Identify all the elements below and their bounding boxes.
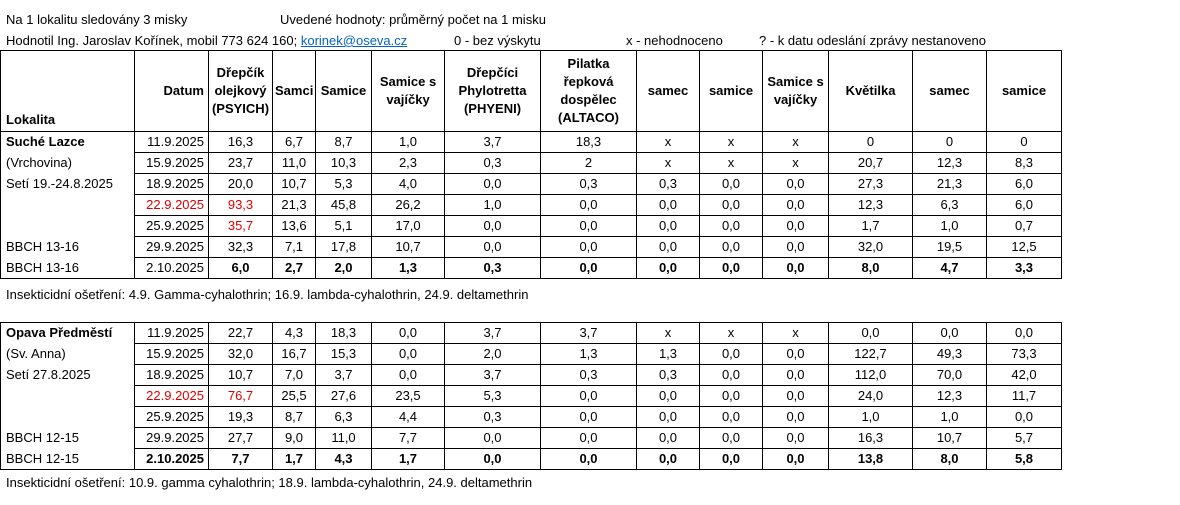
col-header-samice-3: samice (987, 51, 1062, 132)
value-cell: 10,7 (273, 174, 316, 195)
header-row (1, 51, 1062, 132)
value-cell-highlighted: 35,7 (209, 216, 273, 237)
table-row (1, 195, 1062, 216)
value-cell: 5,1 (316, 216, 372, 237)
value-cell: 18,3 (541, 132, 637, 153)
site-label: (Vrchovina) (1, 153, 135, 174)
value-cell: 0,0 (700, 407, 763, 428)
value-cell: 0,0 (372, 323, 445, 344)
value-cell: 8,7 (316, 132, 372, 153)
value-cell: 8,3 (987, 153, 1062, 174)
value-cell: 0,0 (763, 237, 829, 258)
value-cell: 1,0 (372, 132, 445, 153)
value-cell: 2,0 (316, 258, 372, 279)
value-cell: 10,7 (209, 365, 273, 386)
site-label: BBCH 12-15 (1, 428, 135, 449)
value-cell: 9,0 (273, 428, 316, 449)
value-cell: 4,4 (372, 407, 445, 428)
value-cell-highlighted: 93,3 (209, 195, 273, 216)
value-cell: 45,8 (316, 195, 372, 216)
value-cell: 12,3 (913, 386, 987, 407)
value-cell-highlighted: 76,7 (209, 386, 273, 407)
value-cell: 0,0 (763, 344, 829, 365)
value-cell: 20,0 (209, 174, 273, 195)
value-cell: 20,7 (829, 153, 913, 174)
value-cell: 0,0 (829, 323, 913, 344)
header-line1-left: Na 1 lokalitu sledovány 3 misky (6, 12, 188, 27)
value-cell: 10,7 (372, 237, 445, 258)
value-cell: 0,0 (987, 323, 1062, 344)
col-header-samci: Samci (273, 51, 316, 132)
value-cell: 3,7 (541, 323, 637, 344)
table-row (1, 323, 1062, 344)
value-cell: 0,3 (541, 365, 637, 386)
value-cell: 19,3 (209, 407, 273, 428)
date-cell: 11.9.2025 (135, 132, 209, 153)
value-cell: 6,3 (316, 407, 372, 428)
value-cell: 5,7 (987, 428, 1062, 449)
value-cell: 122,7 (829, 344, 913, 365)
value-cell: 19,5 (913, 237, 987, 258)
value-cell: x (700, 132, 763, 153)
value-cell: 0,0 (700, 386, 763, 407)
header-line1-right: Uvedené hodnoty: průměrný počet na 1 misku (280, 12, 546, 27)
date-cell-highlighted: 22.9.2025 (135, 386, 209, 407)
monitoring-table-2 (0, 322, 1062, 470)
value-cell: 0 (987, 132, 1062, 153)
value-cell: 13,6 (273, 216, 316, 237)
value-cell: 32,0 (829, 237, 913, 258)
col-header-psyich: Dřepčík olejkový (PSYICH) (209, 51, 273, 132)
value-cell: 0,0 (763, 216, 829, 237)
value-cell: 0,0 (763, 195, 829, 216)
value-cell: 0,0 (637, 386, 700, 407)
value-cell: 1,0 (445, 195, 541, 216)
col-header-phyeni: Dřepčíci Phylotretta (PHYENI) (445, 51, 541, 132)
value-cell: 12,5 (987, 237, 1062, 258)
site-label (1, 216, 135, 237)
table-row (1, 449, 1062, 470)
evaluator-text: Hodnotil Ing. Jaroslav Kořínek, mobil 773 624 160; (6, 33, 298, 48)
value-cell: 7,7 (372, 428, 445, 449)
value-cell: 10,3 (316, 153, 372, 174)
value-cell: 21,3 (913, 174, 987, 195)
value-cell: 0,0 (637, 258, 700, 279)
value-cell: 8,0 (913, 449, 987, 470)
value-cell: 4,0 (372, 174, 445, 195)
value-cell: 0,0 (445, 428, 541, 449)
value-cell: 1,3 (541, 344, 637, 365)
value-cell: 1,3 (637, 344, 700, 365)
value-cell: 0,0 (372, 344, 445, 365)
col-header-datum: Datum (135, 51, 209, 132)
value-cell: 0,0 (700, 365, 763, 386)
date-cell: 18.9.2025 (135, 365, 209, 386)
value-cell: 7,1 (273, 237, 316, 258)
value-cell: 17,0 (372, 216, 445, 237)
col-header-samec-2: samec (913, 51, 987, 132)
value-cell: 10,7 (913, 428, 987, 449)
site-label: Suché Lazce (1, 132, 135, 153)
value-cell: 3,7 (316, 365, 372, 386)
col-header-altaco: Pilatka řepková dospělec (ALTACO) (541, 51, 637, 132)
value-cell: 0,0 (763, 365, 829, 386)
site-label: Setí 19.-24.8.2025 (1, 174, 135, 195)
value-cell: 2 (541, 153, 637, 174)
value-cell: 23,7 (209, 153, 273, 174)
value-cell: 27,3 (829, 174, 913, 195)
value-cell: 0,0 (637, 216, 700, 237)
value-cell: 0,0 (700, 428, 763, 449)
treatment-note-1: Insekticidní ošetření: 4.9. Gamma-cyhalothrin; 16.9. lambda-cyhalothrin, 24.9. deltamethrin (6, 287, 529, 302)
value-cell: 0,0 (700, 174, 763, 195)
value-cell: x (763, 132, 829, 153)
value-cell: 16,7 (273, 344, 316, 365)
value-cell: 0,0 (700, 258, 763, 279)
site-label: (Sv. Anna) (1, 344, 135, 365)
value-cell: 22,7 (209, 323, 273, 344)
value-cell: 6,0 (209, 258, 273, 279)
value-cell: 11,0 (316, 428, 372, 449)
value-cell: 3,7 (445, 323, 541, 344)
value-cell: 16,3 (209, 132, 273, 153)
value-cell: 5,3 (316, 174, 372, 195)
value-cell: 0,3 (637, 174, 700, 195)
value-cell: 73,3 (987, 344, 1062, 365)
value-cell: 0,0 (445, 449, 541, 470)
date-cell: 25.9.2025 (135, 216, 209, 237)
table-row (1, 132, 1062, 153)
value-cell: x (700, 153, 763, 174)
value-cell: 0,0 (700, 449, 763, 470)
value-cell: 0,0 (763, 407, 829, 428)
legend-zero: 0 - bez výskytu (454, 33, 541, 48)
date-cell: 29.9.2025 (135, 237, 209, 258)
value-cell: 0,0 (763, 428, 829, 449)
value-cell: 16,3 (829, 428, 913, 449)
value-cell: 0,0 (541, 428, 637, 449)
value-cell: 1,0 (913, 407, 987, 428)
value-cell: 0,0 (541, 407, 637, 428)
value-cell: 2,0 (445, 344, 541, 365)
value-cell: 0,0 (763, 258, 829, 279)
table-row (1, 407, 1062, 428)
date-cell-highlighted: 22.9.2025 (135, 195, 209, 216)
value-cell: 1,0 (913, 216, 987, 237)
value-cell: 70,0 (913, 365, 987, 386)
value-cell: 0,0 (700, 237, 763, 258)
value-cell: 0,0 (372, 365, 445, 386)
value-cell: 13,8 (829, 449, 913, 470)
monitoring-table-1 (0, 50, 1062, 279)
value-cell: 32,3 (209, 237, 273, 258)
value-cell: x (637, 153, 700, 174)
value-cell: 0,0 (637, 428, 700, 449)
value-cell: 24,0 (829, 386, 913, 407)
treatment-note-2: Insekticidní ošetření: 10.9. gamma cyhalothrin; 18.9. lambda-cyhalothrin, 24.9. deltamethrin (6, 475, 533, 490)
value-cell: 6,0 (987, 195, 1062, 216)
value-cell: 0,0 (541, 386, 637, 407)
value-cell: 0,0 (541, 258, 637, 279)
site-label (1, 386, 135, 407)
value-cell: 1,3 (372, 258, 445, 279)
value-cell: 0,0 (700, 216, 763, 237)
value-cell: 23,5 (372, 386, 445, 407)
value-cell: 0,0 (445, 237, 541, 258)
value-cell: x (763, 153, 829, 174)
date-cell: 11.9.2025 (135, 323, 209, 344)
date-cell: 15.9.2025 (135, 153, 209, 174)
value-cell: 3,7 (445, 365, 541, 386)
site-label (1, 407, 135, 428)
value-cell: 12,3 (829, 195, 913, 216)
value-cell: 1,0 (829, 407, 913, 428)
value-cell: 18,3 (316, 323, 372, 344)
col-header-samec: samec (637, 51, 700, 132)
value-cell: 8,7 (273, 407, 316, 428)
value-cell: 0,0 (541, 237, 637, 258)
value-cell: 4,3 (316, 449, 372, 470)
table-row (1, 153, 1062, 174)
value-cell: 15,3 (316, 344, 372, 365)
site-label: Setí 27.8.2025 (1, 365, 135, 386)
table-row (1, 365, 1062, 386)
value-cell: 26,2 (372, 195, 445, 216)
value-cell: 0,0 (445, 174, 541, 195)
site-label: BBCH 13-16 (1, 237, 135, 258)
value-cell: 0,0 (763, 449, 829, 470)
value-cell: x (637, 323, 700, 344)
value-cell: 0,3 (445, 153, 541, 174)
table-row (1, 428, 1062, 449)
value-cell: 0,0 (445, 216, 541, 237)
value-cell: 7,0 (273, 365, 316, 386)
value-cell: 0,0 (541, 195, 637, 216)
value-cell: 6,3 (913, 195, 987, 216)
col-header-samice-2: samice (700, 51, 763, 132)
value-cell: 5,3 (445, 386, 541, 407)
value-cell: 5,8 (987, 449, 1062, 470)
value-cell: 21,3 (273, 195, 316, 216)
site-label: BBCH 13-16 (1, 258, 135, 279)
col-header-samice-vajicky: Samice s vajíčky (372, 51, 445, 132)
value-cell: 49,3 (913, 344, 987, 365)
table-row (1, 258, 1062, 279)
value-cell: 0,3 (541, 174, 637, 195)
site-label: BBCH 12-15 (1, 449, 135, 470)
email-link[interactable]: korinek@oseva.cz (300, 33, 408, 48)
date-cell: 18.9.2025 (135, 174, 209, 195)
value-cell: 8,0 (829, 258, 913, 279)
legend-x: x - nehodnoceno (626, 33, 723, 48)
value-cell: 1,7 (829, 216, 913, 237)
value-cell: 42,0 (987, 365, 1062, 386)
value-cell: 0 (829, 132, 913, 153)
header-line2 (6, 33, 407, 49)
value-cell: 0,0 (987, 407, 1062, 428)
value-cell: 6,0 (987, 174, 1062, 195)
value-cell: 4,3 (273, 323, 316, 344)
value-cell: 25,5 (273, 386, 316, 407)
value-cell: 2,7 (273, 258, 316, 279)
col-header-kvetilka: Květilka (829, 51, 913, 132)
value-cell: 0,0 (700, 195, 763, 216)
value-cell: 11,7 (987, 386, 1062, 407)
value-cell: 1,7 (273, 449, 316, 470)
value-cell: 0,3 (445, 258, 541, 279)
table-row (1, 386, 1062, 407)
value-cell: 27,7 (209, 428, 273, 449)
value-cell: 12,3 (913, 153, 987, 174)
value-cell: 0,0 (637, 407, 700, 428)
value-cell: 0,7 (987, 216, 1062, 237)
value-cell: 17,8 (316, 237, 372, 258)
value-cell: 0,3 (637, 365, 700, 386)
value-cell: 1,7 (372, 449, 445, 470)
site-label: Opava Předměstí (1, 323, 135, 344)
value-cell: 11,0 (273, 153, 316, 174)
col-header-lokalita: Lokalita (1, 51, 135, 132)
value-cell: 0,0 (637, 237, 700, 258)
value-cell: 0,3 (445, 407, 541, 428)
value-cell: x (637, 132, 700, 153)
value-cell: 112,0 (829, 365, 913, 386)
date-cell: 29.9.2025 (135, 428, 209, 449)
value-cell: 0,0 (637, 195, 700, 216)
date-cell: 25.9.2025 (135, 407, 209, 428)
date-cell: 2.10.2025 (135, 449, 209, 470)
value-cell: 27,6 (316, 386, 372, 407)
value-cell: 0,0 (763, 174, 829, 195)
legend-unknown: ? - k datu odeslání zprávy nestanoveno (759, 33, 986, 48)
value-cell: 0 (913, 132, 987, 153)
col-header-samice-vajicky-2: Samice s vajíčky (763, 51, 829, 132)
table-row (1, 344, 1062, 365)
value-cell: 32,0 (209, 344, 273, 365)
date-cell: 2.10.2025 (135, 258, 209, 279)
date-cell: 15.9.2025 (135, 344, 209, 365)
value-cell: 3,7 (445, 132, 541, 153)
table-row (1, 237, 1062, 258)
value-cell: 3,3 (987, 258, 1062, 279)
value-cell: 6,7 (273, 132, 316, 153)
value-cell: 2,3 (372, 153, 445, 174)
value-cell: 7,7 (209, 449, 273, 470)
value-cell: 0,0 (700, 344, 763, 365)
col-header-samice: Samice (316, 51, 372, 132)
value-cell: x (763, 323, 829, 344)
table-row (1, 216, 1062, 237)
value-cell: 0,0 (913, 323, 987, 344)
value-cell: x (700, 323, 763, 344)
value-cell: 0,0 (637, 449, 700, 470)
value-cell: 0,0 (763, 386, 829, 407)
value-cell: 0,0 (541, 449, 637, 470)
value-cell: 0,0 (541, 216, 637, 237)
table-row (1, 174, 1062, 195)
site-label (1, 195, 135, 216)
value-cell: 4,7 (913, 258, 987, 279)
